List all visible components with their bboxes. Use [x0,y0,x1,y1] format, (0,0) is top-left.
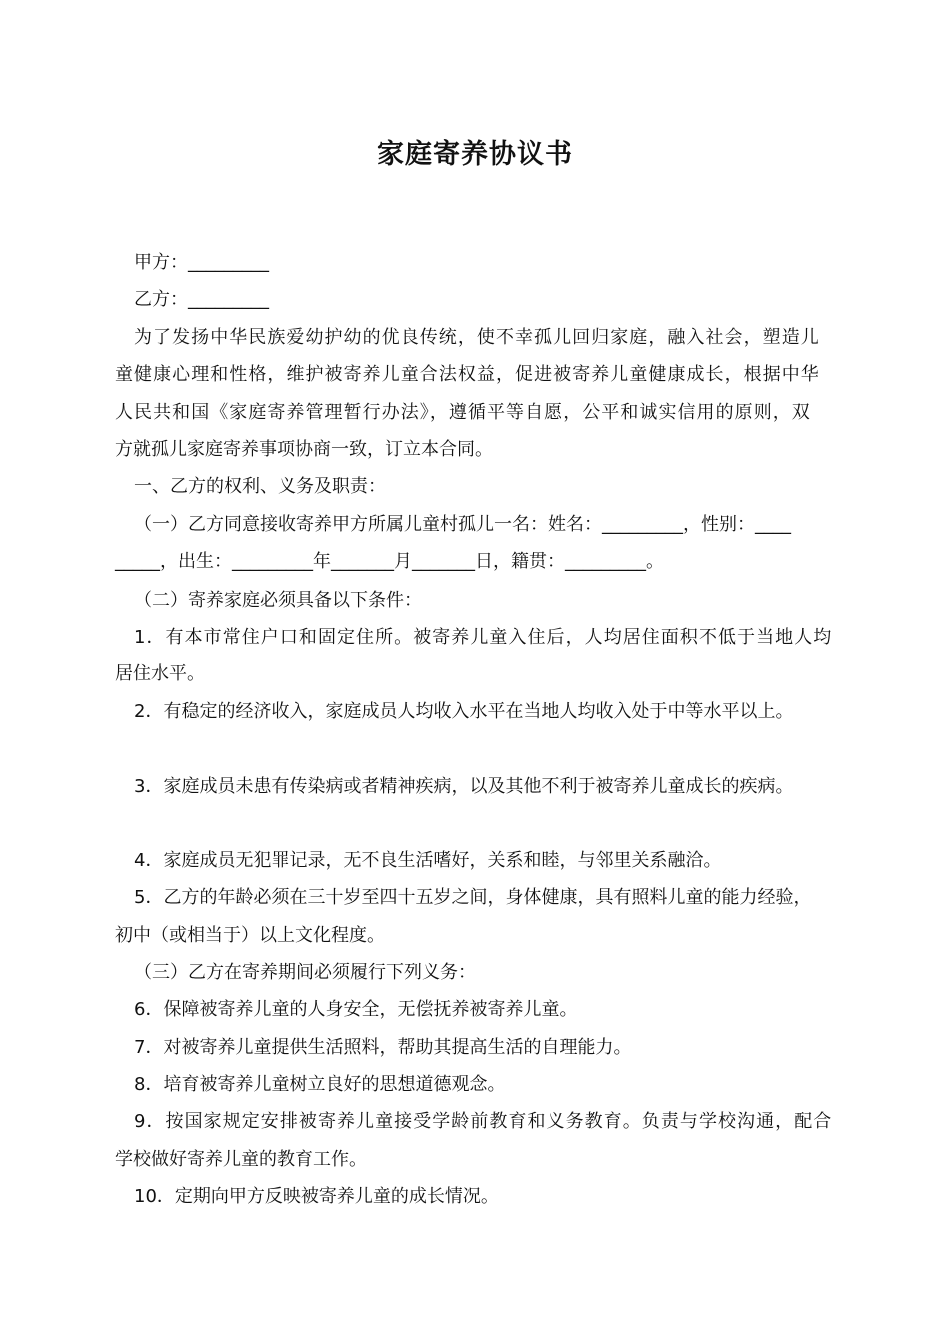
preamble-line: 方就孤儿家庭寄养事项协商一致，订立本合同。 [115,439,493,460]
party-b-line: 乙方：_________ [134,289,269,310]
list-item: 1．有本市常住户口和固定住所。被寄养儿童入住后，人均居住面积不低于当地人均 [134,627,833,648]
list-item: 9．按国家规定安排被寄养儿童接受学龄前教育和义务教育。负责与学校沟通，配合 [134,1111,833,1132]
list-item: 8．培育被寄养儿童树立良好的思想道德观念。 [134,1074,506,1095]
preamble-line: 为了发扬中华民族爱幼护幼的优良传统，使不幸孤儿回归家庭，融入社会，塑造儿 [134,327,820,348]
clause-line: （一）乙方同意接收寄养甲方所属儿童村孤儿一名：姓名：_________，性别：____ [134,514,791,535]
clause-line: _____，出生：_________年_______月_______日，籍贯：_________。 [115,551,664,572]
list-item: 5．乙方的年龄必须在三十岁至四十五岁之间，身体健康，具有照料儿童的能力经验， [134,887,812,908]
list-item-continuation: 初中（或相当于）以上文化程度。 [115,925,385,946]
list-item: 7．对被寄养儿童提供生活照料，帮助其提高生活的自理能力。 [134,1037,632,1058]
subsection-heading: （三）乙方在寄养期间必须履行下列义务： [134,962,476,983]
list-item-continuation: 居住水平。 [115,663,205,684]
subsection-heading: （二）寄养家庭必须具备以下条件： [134,590,422,611]
preamble-line: 人民共和国《家庭寄养管理暂行办法》，遵循平等自愿，公平和诚实信用的原则，双 [115,402,811,423]
list-item: 10．定期向甲方反映被寄养儿童的成长情况。 [134,1186,499,1207]
preamble-line: 童健康心理和性格，维护被寄养儿童合法权益，促进被寄养儿童健康成长，根据中华 [115,364,820,385]
list-item: 6．保障被寄养儿童的人身安全，无偿抚养被寄养儿童。 [134,999,578,1020]
list-item-continuation: 学校做好寄养儿童的教育工作。 [115,1149,367,1170]
document-title: 家庭寄养协议书 [377,139,573,170]
list-item: 2．有稳定的经济收入，家庭成员人均收入水平在当地人均收入处于中等水平以上。 [134,701,794,722]
list-item: 4．家庭成员无犯罪记录，无不良生活嗜好，关系和睦，与邻里关系融洽。 [134,850,722,871]
list-item: 3．家庭成员未患有传染病或者精神疾病，以及其他不利于被寄养儿童成长的疾病。 [134,776,794,797]
section-heading: 一、乙方的权利、义务及职责： [134,476,386,497]
party-a-line: 甲方：_________ [134,252,269,273]
